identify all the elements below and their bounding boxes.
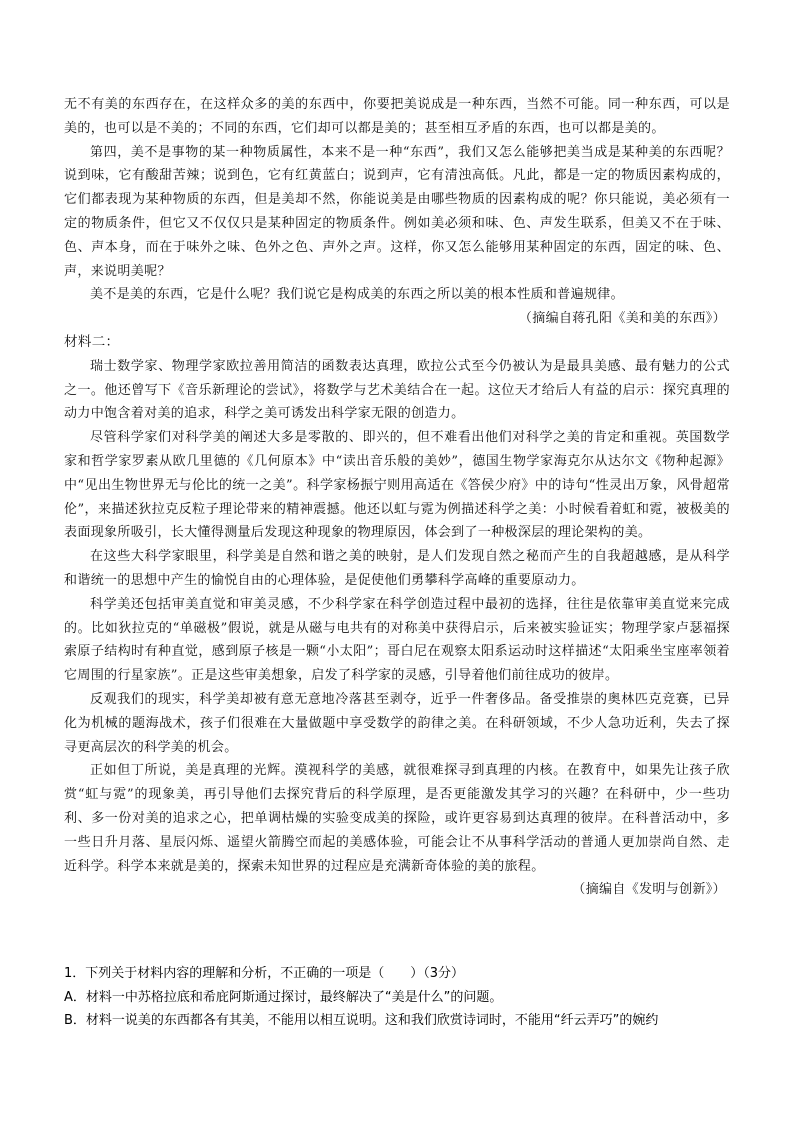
material2-paragraph: 科学美还包括审美直觉和审美灵感，不少科学家在科学创造过程中最初的选择，往往是依靠审美直觉来完成的。比如狄拉克的“单磁极”假说，就是从磁与电共有的对称美中获得启示，后来被实验证实；物理学家卢瑟福探索原子结构时有种直觉，感到原子核是一颗“小太阳”；哥白尼在观察太阳系运动时这样描述“太阳乘坐宝座率领着它周围的行星家族”。正是这些审美想象，启发了科学家的灵感，引导着他们前往成功的彼岸。	[64, 596, 730, 684]
material2-paragraph: 反观我们的现实，科学美却被有意无意地冷落甚至剥夺，近乎一件奢侈品。备受推崇的奥林匹克竞赛，已异化为机械的题海战术，孩子们很难在大量做题中享受数学的韵律之美。在科研领域，不少人急功近利，失去了探寻更高层次的科学美的机会。	[64, 691, 730, 755]
reading-passage	[64, 93, 730, 902]
material1-paragraph-fourth: 第四，美不是事物的某一种物质属性，本来不是一种“东西”，我们又怎么能够把美当成是某种美的东西呢？说到味，它有酸甜苦辣；说到色，它有红黄蓝白；说到声，它有清浊高低。凡此，都是一定的物质因素构成的，它们都表现为某种物质的东西，但是美却不然，你能说美是由哪些物质的因素构成的呢？你只能说，美必须有一定的物质条件，但它又不仅仅只是某种固定的物质条件。例如美必须和味、色、声发生联系，但美又不在于味、色、声本身，而在于味外之味、色外之色、声外之声。这样，你又怎么能够用某种固定的东西，固定的味、色、声，来说明美呢？	[64, 144, 730, 279]
material2-source: （摘编自《发明与创新》）	[572, 882, 726, 898]
question-1-option-a: A．材料一中苏格拉底和希庇阿斯通过探讨，最终解决了“美是什么”的问题。	[64, 989, 503, 1005]
question-section	[64, 962, 734, 1033]
material1-source: （摘编自蒋孔阳《美和美的东西》）	[518, 311, 726, 327]
material2-paragraph: 在这些大科学家眼里，科学美是自然和谐之美的映射，是人们发现自然之秘而产生的自我超越感，是从科学和谐统一的思想中产生的愉悦自由的心理体验，是促使他们勇攀科学高峰的重要原动力。	[64, 549, 730, 588]
question-1-option-b: B．材料一说美的东西都各有其美，不能用以相互说明。这和我们欣赏诗词时，不能用“纤云弄巧”的婉约	[64, 1013, 659, 1028]
question-1-stem: 1．下列关于材料内容的理解和分析，不正确的一项是（ ）（3分）	[64, 966, 465, 981]
material1-paragraph-conclusion: 美不是美的东西，它是什么呢？我们说它是构成美的东西之所以美的根本性质和普遍规律。	[90, 287, 625, 303]
material2-paragraph: 尽管科学家们对科学美的阐述大多是零散的、即兴的，但不难看出他们对科学之美的肯定和重视。英国数学家和哲学家罗素从欧几里德的《几何原本》中“读出音乐般的美妙”，德国生物学家海克尔从达尔文《物种起源》中“见出生物世界无与伦比的统一之美”。科学家杨振宁则用高适在《答侯少府》中的诗句“性灵出万象，风骨超常伦”，来描述狄拉克反粒子理论带来的精神震撼。他还以虹与霓为例描述科学之美：小时候看着虹和霓，被极美的表面现象所吸引，长大懂得测量后发现这种现象的物理原因，体会到了一种极深层的理论架构的美。	[64, 430, 730, 541]
material2-paragraph: 正如但丁所说，美是真理的光辉。漠视科学的美感，就很难探寻到真理的内核。在教育中，如果先让孩子欣赏“虹与霓”的现象美，再引导他们去探究背后的科学原理，是否更能激发其学习的兴趣？在科研中，少一些功利、多一份对美的追求之心，把单调枯燥的实验变成美的探险，或许更容易到达真理的彼岸。在科普活动中，多一些日升月落、星辰闪烁、遥望火箭腾空而起的美感体验，可能会让不从事科学活动的普通人更加崇尚自然、走近科学。科学本来就是美的，探索未知世界的过程应是充满新奇体验的美的旅程。	[64, 763, 730, 874]
material2-heading: 材料二：	[64, 333, 120, 350]
material2-paragraph: 瑞士数学家、物理学家欧拉善用简洁的函数表达真理，欧拉公式至今仍被认为是最具美感、最有魅力的公式之一。他还曾写下《音乐新理论的尝试》，将数学与艺术美结合在一起。这位天才给后人有益的启示：探究真理的动力中饱含着对美的追求，科学之美可诱发出科学家无限的创造力。	[64, 358, 730, 422]
material1-paragraph-continued: 无不有美的东西存在，在这样众多的美的东西中，你要把美说成是一种东西，当然不可能。同一种东西，可以是美的，也可以是不美的；不同的东西，它们却可以都是美的；甚至相互矛盾的东西，也可以都是美的。	[64, 97, 730, 136]
